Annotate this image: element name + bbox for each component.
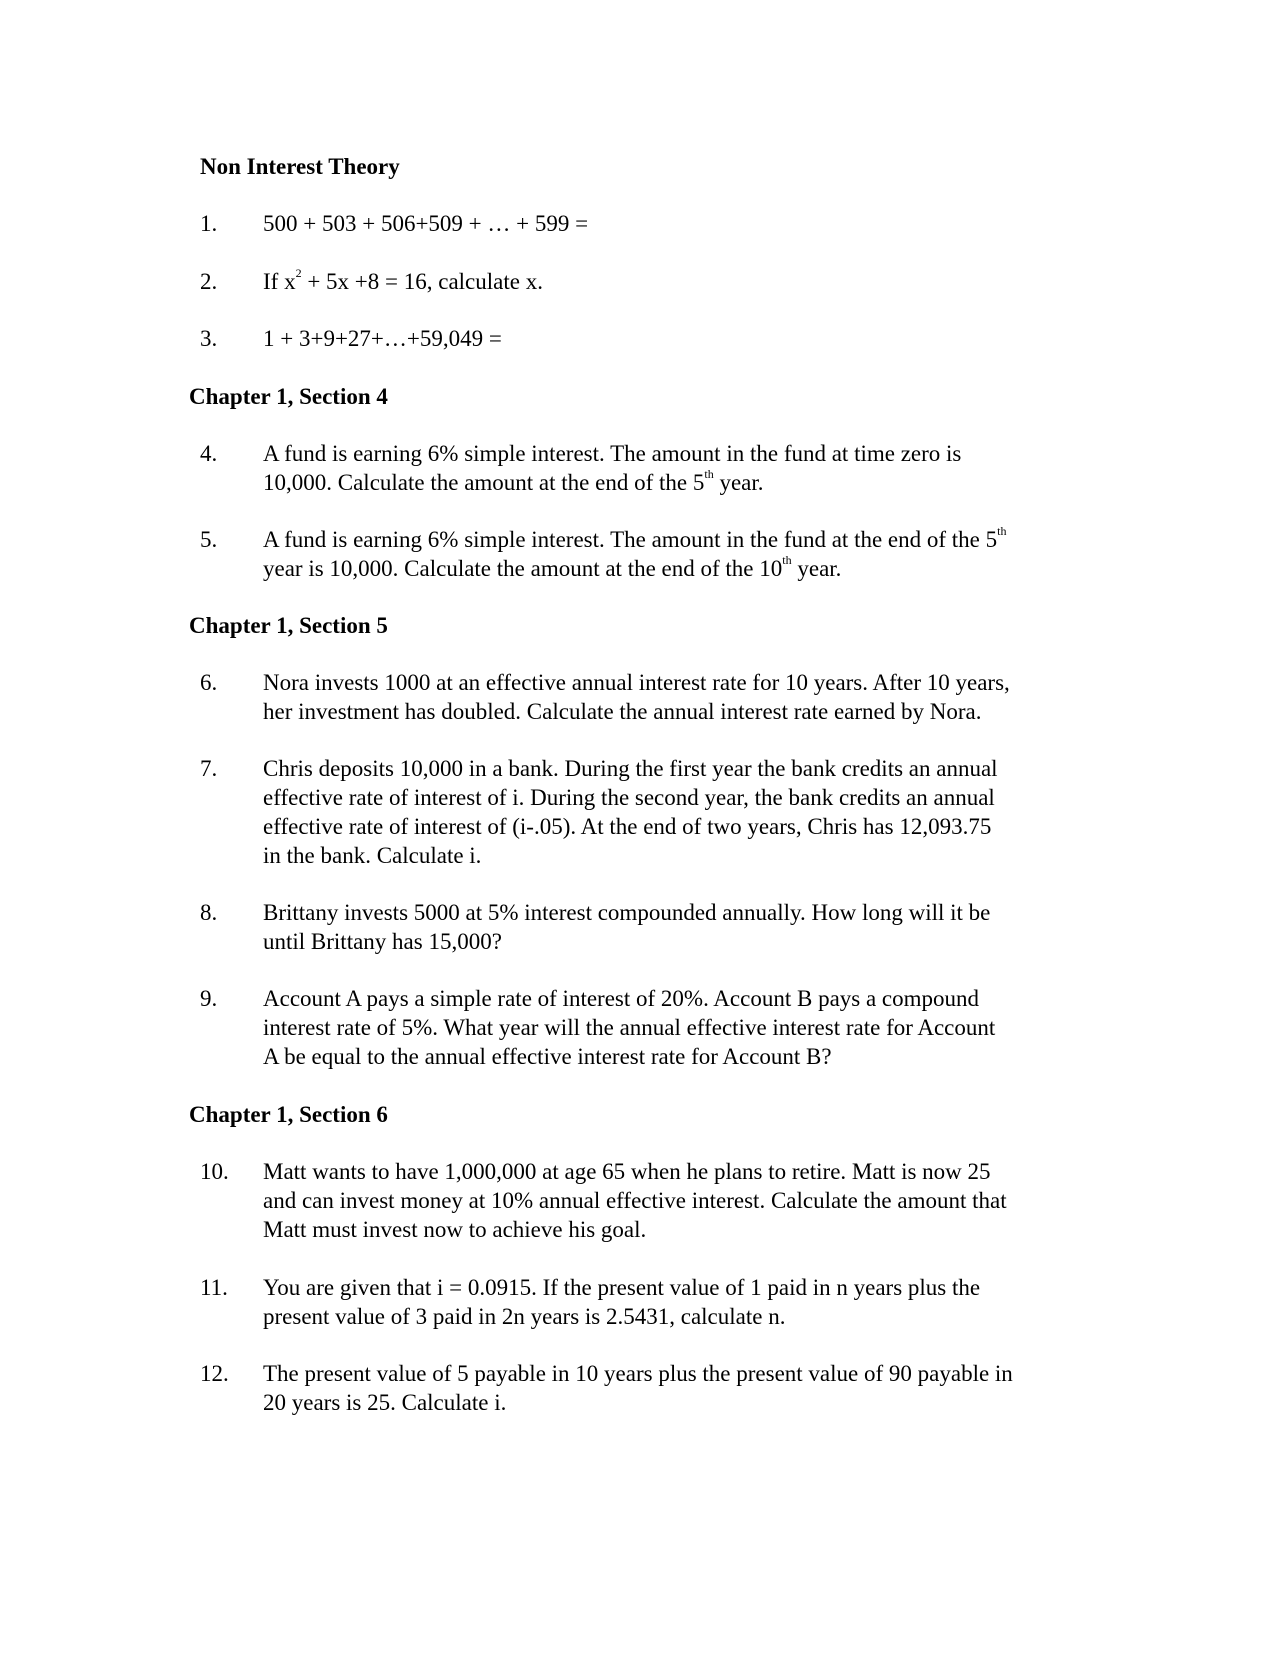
question-line: Brittany invests 5000 at 5% interest compounded annually. How long will it be [263,900,991,925]
question-line: year is 10,000. Calculate the amount at the end of the 10th year. [263,553,842,581]
question-text [263,1359,1093,1417]
question-text [263,439,1093,497]
question-line: Account A pays a simple rate of interest of 20%. Account B pays a compound [263,986,980,1011]
question-number: 7. [200,756,218,781]
question-line: 500 + 503 + 506+509 + … + 599 = [263,211,589,236]
question-number: 11. [200,1275,228,1300]
question-line: interest rate of 5%. What year will the annual effective interest rate for Account [263,1015,996,1040]
question-number: 2. [200,269,218,294]
question-line: Chris deposits 10,000 in a bank. During the first year the bank credits an annual [263,756,998,781]
question-number: 1. [200,211,218,236]
question-text [263,668,1093,726]
section-heading-chapter-1-section-6: Chapter 1, Section 6 [189,1102,388,1127]
question-line: Matt must invest now to achieve his goal. [263,1217,647,1242]
question-number: 10. [200,1159,229,1184]
question-line: Matt wants to have 1,000,000 at age 65 when he plans to retire. Matt is now 25 [263,1159,991,1184]
question-number: 4. [200,441,218,466]
section-heading-chapter-1-section-4: Chapter 1, Section 4 [189,384,388,409]
question-text [263,1157,1093,1244]
question-line: You are given that i = 0.0915. If the present value of 1 paid in n years plus the [263,1275,981,1300]
question-text [263,754,1093,870]
question-number: 5. [200,527,218,552]
question-text [263,1273,1093,1331]
question-text [263,984,1093,1071]
question-line: The present value of 5 payable in 10 years plus the present value of 90 payable in [263,1361,1013,1386]
question-line: present value of 3 paid in 2n years is 2.5431, calculate n. [263,1304,786,1329]
section-heading-chapter-1-section-5: Chapter 1, Section 5 [189,613,388,638]
question-text [263,209,1093,238]
question-number: 12. [200,1361,229,1386]
question-line: in the bank. Calculate i. [263,843,482,868]
question-text [263,525,1093,583]
question-line: A fund is earning 6% simple interest. The amount in the fund at the end of the 5th [263,524,1007,552]
question-line: A fund is earning 6% simple interest. The amount in the fund at time zero is [263,441,962,466]
question-line: If $x^2 + 5x +8 = 16$, calculate x. [263,266,543,294]
question-number: 6. [200,670,218,695]
question-text [263,324,1093,353]
question-line: and can invest money at 10% annual effective interest. Calculate the amount that [263,1188,1007,1213]
question-number: 3. [200,326,218,351]
section-heading-non-interest-theory: Non Interest Theory [200,154,400,179]
question-line: effective rate of interest of (i-.05). At the end of two years, Chris has 12,093.75 [263,814,992,839]
question-line: 10,000. Calculate the amount at the end of the 5th year. [263,467,764,495]
question-line: effective rate of interest of i. During the second year, the bank credits an annual [263,785,995,810]
question-line: until Brittany has 15,000? [263,929,502,954]
question-line: Nora invests 1000 at an effective annual interest rate for 10 years. After 10 years, [263,670,1010,695]
question-line: A be equal to the annual effective interest rate for Account B? [263,1044,832,1069]
question-line: her investment has doubled. Calculate the annual interest rate earned by Nora. [263,699,982,724]
question-text [263,898,1093,956]
question-number: 9. [200,986,218,1011]
question-text [263,267,1093,296]
question-line: 1 + 3+9+27+…+59,049 = [263,326,502,351]
question-line: 20 years is 25. Calculate i. [263,1390,507,1415]
question-number: 8. [200,900,218,925]
